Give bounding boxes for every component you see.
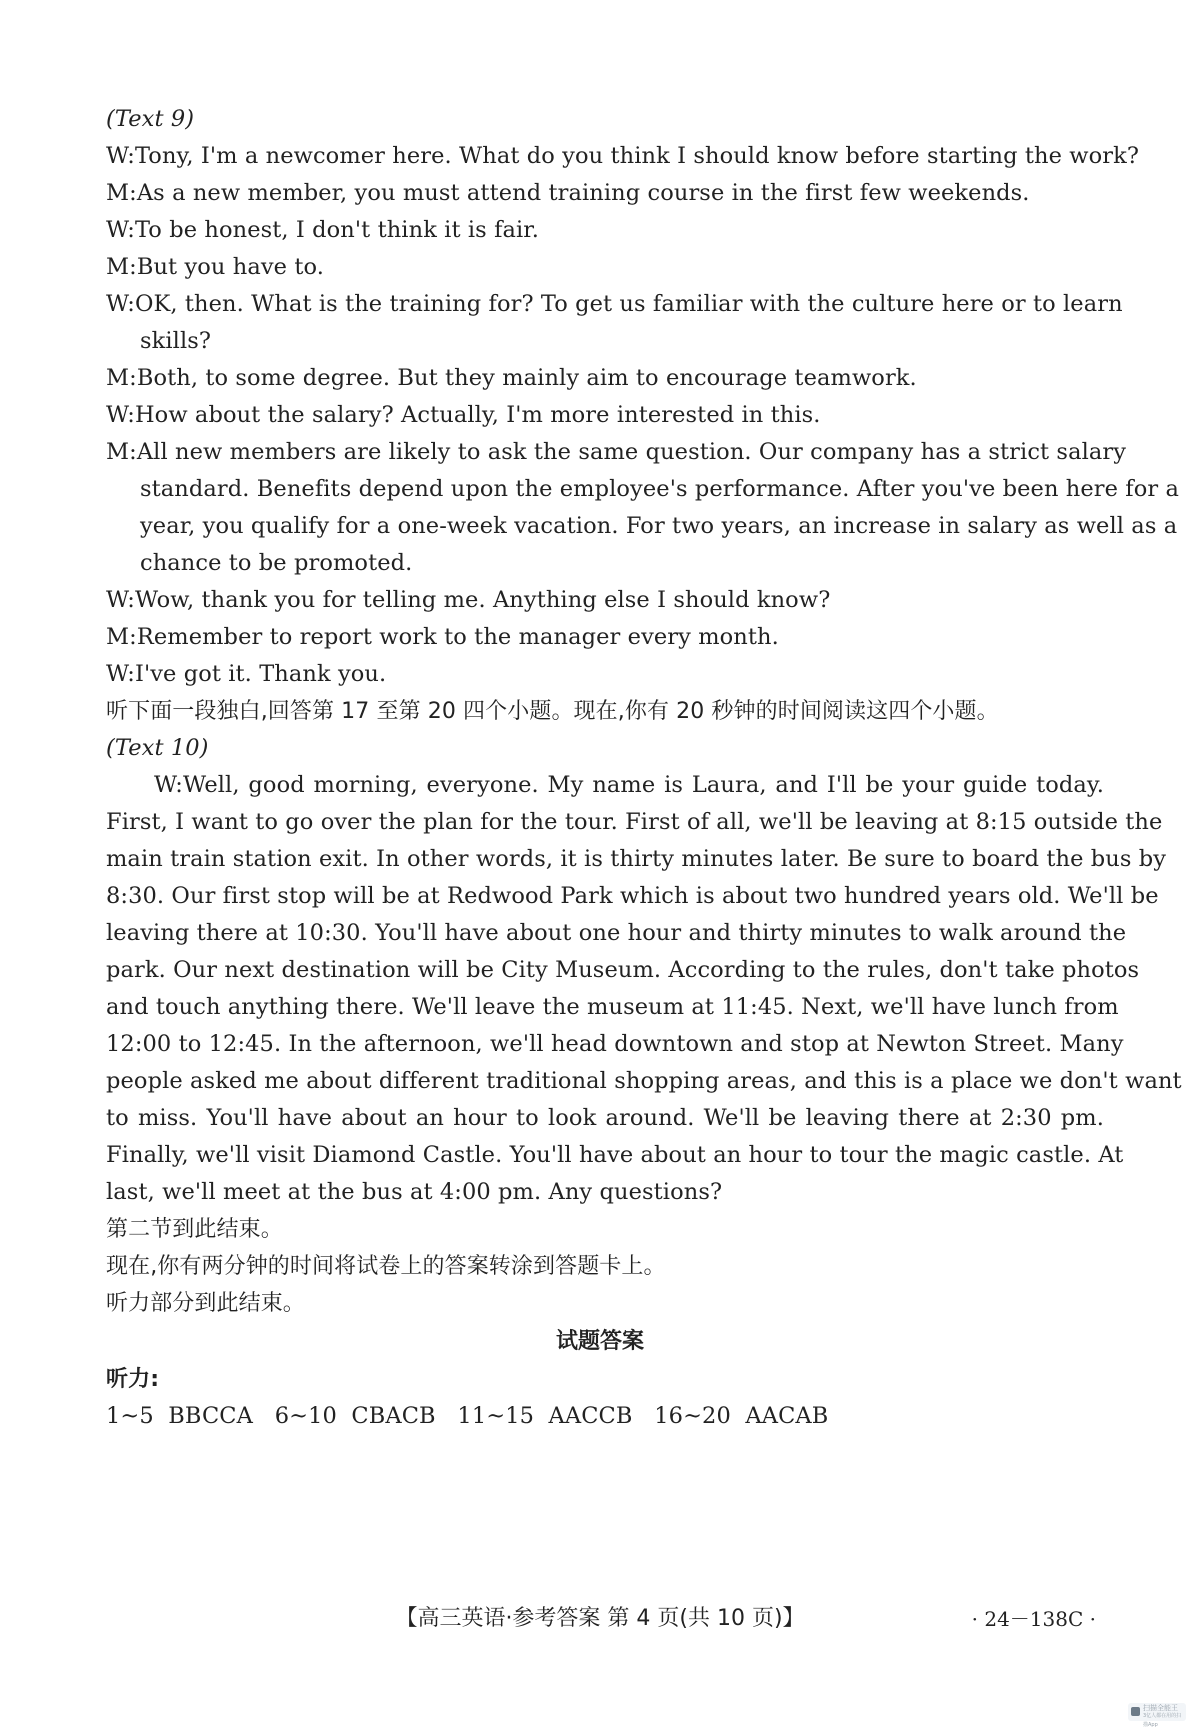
- text9-line: W:How about the salary? Actually, I'm more interested in this.: [106, 402, 821, 428]
- text9-line: M:As a new member, you must attend training course in the first few weekends.: [106, 180, 1030, 206]
- text9-line: W:Tony, I'm a newcomer here. What do you think I should know before starting the work?: [106, 143, 1140, 169]
- text10-line: 12:00 to 12:45. In the afternoon, we'll head downtown and stop at Newton Street. Many: [106, 1031, 1124, 1057]
- text9-line: standard. Benefits depend upon the employee's performance. After you've been here for a: [140, 476, 1180, 502]
- text10-label: (Text 10): [106, 735, 209, 761]
- text9-line: M:But you have to.: [106, 254, 324, 280]
- listening-section-label: 听力:: [106, 1367, 160, 1392]
- text10-line: last, we'll meet at the bus at 4:00 pm. Any questions?: [106, 1179, 723, 1205]
- watermark-tagline: 3亿人都在用的扫描App: [1143, 1713, 1182, 1728]
- footer-code: · 24－138C ·: [971, 1607, 1096, 1631]
- text9-line: W:Wow, thank you for telling me. Anything else I should know?: [106, 587, 831, 613]
- text9-label: (Text 9): [106, 106, 195, 132]
- text9-line: M:Both, to some degree. But they mainly aim to encourage teamwork.: [106, 365, 917, 391]
- instruction-17-20: 听下面一段独白,回答第 17 至第 20 四个小题。现在,你有 20 秒钟的时间阅读这四个小题。: [106, 699, 999, 724]
- closing-line: 听力部分到此结束。: [106, 1291, 305, 1316]
- text10-line: 8:30. Our first stop will be at Redwood Park which is about two hundred years old. We'll be: [106, 883, 1159, 909]
- text9-line: year, you qualify for a one-week vacation. For two years, an increase in salary as well as a: [140, 513, 1178, 539]
- text10-line: main train station exit. In other words, it is thirty minutes later. Be sure to board the bus by: [106, 846, 1167, 872]
- scanner-watermark: [1128, 1703, 1186, 1728]
- text10-line: First, I want to go over the plan for the tour. First of all, we'll be leaving at 8:15 outside the: [106, 809, 1163, 835]
- closing-line: 现在,你有两分钟的时间将试卷上的答案转涂到答题卡上。: [106, 1254, 666, 1279]
- listening-answers: 1~5 BBCCA 6~10 CBACB 11~15 AACCB 16~20 AACAB: [106, 1403, 829, 1429]
- text10-line: leaving there at 10:30. You'll have about one hour and thirty minutes to walk around the: [106, 920, 1127, 946]
- text10-line: people asked me about different traditional shopping areas, and this is a place we don't want: [106, 1068, 1182, 1094]
- scanner-logo-icon: [1131, 1707, 1140, 1716]
- text9-line: skills?: [140, 328, 212, 354]
- text10-line: W:Well, good morning, everyone. My name is Laura, and I'll be your guide today.: [154, 772, 1104, 798]
- closing-line: 第二节到此结束。: [106, 1217, 283, 1242]
- text9-line: W:To be honest, I don't think it is fair.: [106, 217, 539, 243]
- text10-line: park. Our next destination will be City Museum. According to the rules, don't take photos: [106, 957, 1140, 983]
- text9-line: M:Remember to report work to the manager every month.: [106, 624, 779, 650]
- text9-line: M:All new members are likely to ask the same question. Our company has a strict salary: [106, 439, 1127, 465]
- text9-line: W:I've got it. Thank you.: [106, 661, 387, 687]
- text10-line: and touch anything there. We'll leave the museum at 11:45. Next, we'll have lunch from: [106, 994, 1119, 1020]
- footer-page-info: 【高三英语·参考答案 第 4 页(共 10 页)】: [395, 1606, 805, 1631]
- watermark-name: 扫描全能王: [1143, 1704, 1178, 1712]
- text9-line: W:OK, then. What is the training for? To get us familiar with the culture here or to learn: [106, 291, 1123, 317]
- text10-line: to miss. You'll have about an hour to look around. We'll be leaving there at 2:30 pm.: [106, 1105, 1104, 1131]
- text9-line: chance to be promoted.: [140, 550, 413, 576]
- answers-title: 试题答案: [555, 1329, 644, 1354]
- text10-line: Finally, we'll visit Diamond Castle. You'll have about an hour to tour the magic castle. At: [106, 1142, 1124, 1168]
- page-footer: [0, 1602, 1200, 1636]
